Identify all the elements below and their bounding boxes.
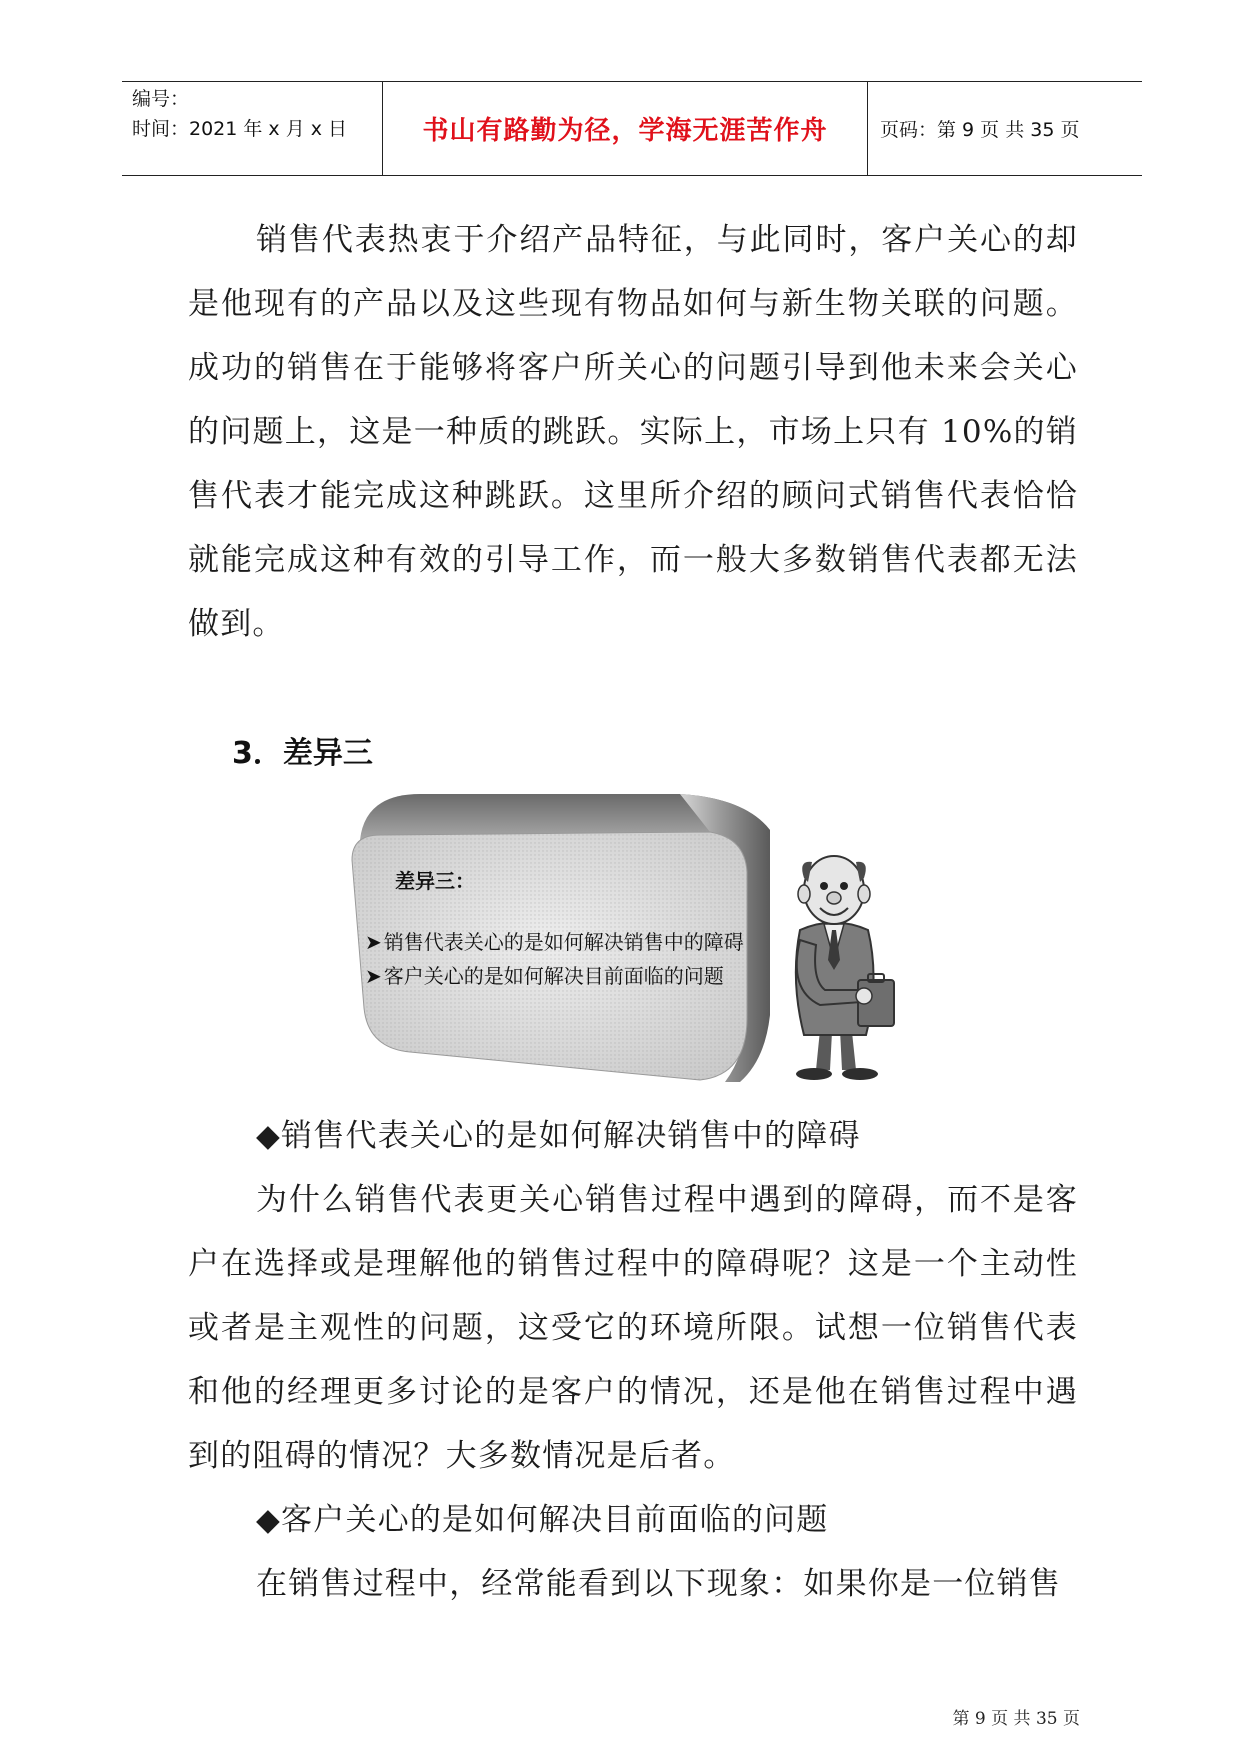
document-header — [122, 81, 1142, 176]
box-item-2 — [365, 960, 724, 989]
page-footer: 第 9 页 共 35 页 — [952, 1709, 1080, 1729]
header-motto-cell — [383, 82, 868, 175]
bullet-heading-1: ◆销售代表关心的是如何解决销售中的障碍 — [256, 1118, 861, 1154]
box-item-1-text: 销售代表关心的是如何解决销售中的障碍 — [383, 930, 744, 954]
paragraph-2: 为什么销售代表更关心销售过程中遇到的障碍，而不是客户在选择或是理解他的销售过程中的障碍呢？这是一个主动性或者是主观性的问题，这受它的环境所限。试想一位销售代表和他的经理更多讨论的是客户的情况，还是他在销售过程中遇到的阻碍的情况？大多数情况是后者。 — [188, 1182, 1078, 1474]
box-item-2-text: 客户关心的是如何解决目前面临的问题 — [383, 964, 724, 988]
paragraph-3: 在销售过程中，经常能看到以下现象：如果你是一位销售 — [256, 1566, 1061, 1602]
box-title: 差异三： — [395, 869, 475, 893]
document-number-label: 编号： — [132, 88, 190, 110]
illustration-difference-three — [350, 790, 1010, 1090]
header-page-cell — [868, 82, 1142, 175]
businessman-cartoon-icon — [796, 856, 894, 1080]
header-motto: 书山有路勤为径，学海无涯苦作舟 — [422, 116, 828, 146]
bullet-heading-2: ◆客户关心的是如何解决目前面临的问题 — [256, 1502, 829, 1538]
box-item-1 — [365, 926, 744, 955]
paragraph-1: 销售代表热衷于介绍产品特征，与此同时，客户关心的却是他现有的产品以及这些现有物品如何与新生物关联的问题。成功的销售在于能够将客户所关心的问题引导到他未来会关心的问题上，这是一种质的跳跃。实际上，市场上只有 10%的销售代表才能完成这种跳跃。这里所介绍的顾问式销售代表恰恰就能完成这种有效的引导工作，而一般大多数销售代表都无法做到。 — [188, 222, 1078, 642]
arrow-bullet-icon: ➤ — [365, 964, 382, 988]
header-page-info: 页码：第 9 页 共 35 页 — [880, 119, 1080, 141]
section-title: 3．差异三 — [232, 736, 373, 771]
header-left-cell — [122, 82, 383, 175]
arrow-bullet-icon: ➤ — [365, 930, 382, 954]
document-date-label: 时间：2021 年 x 月 x 日 — [132, 118, 348, 140]
